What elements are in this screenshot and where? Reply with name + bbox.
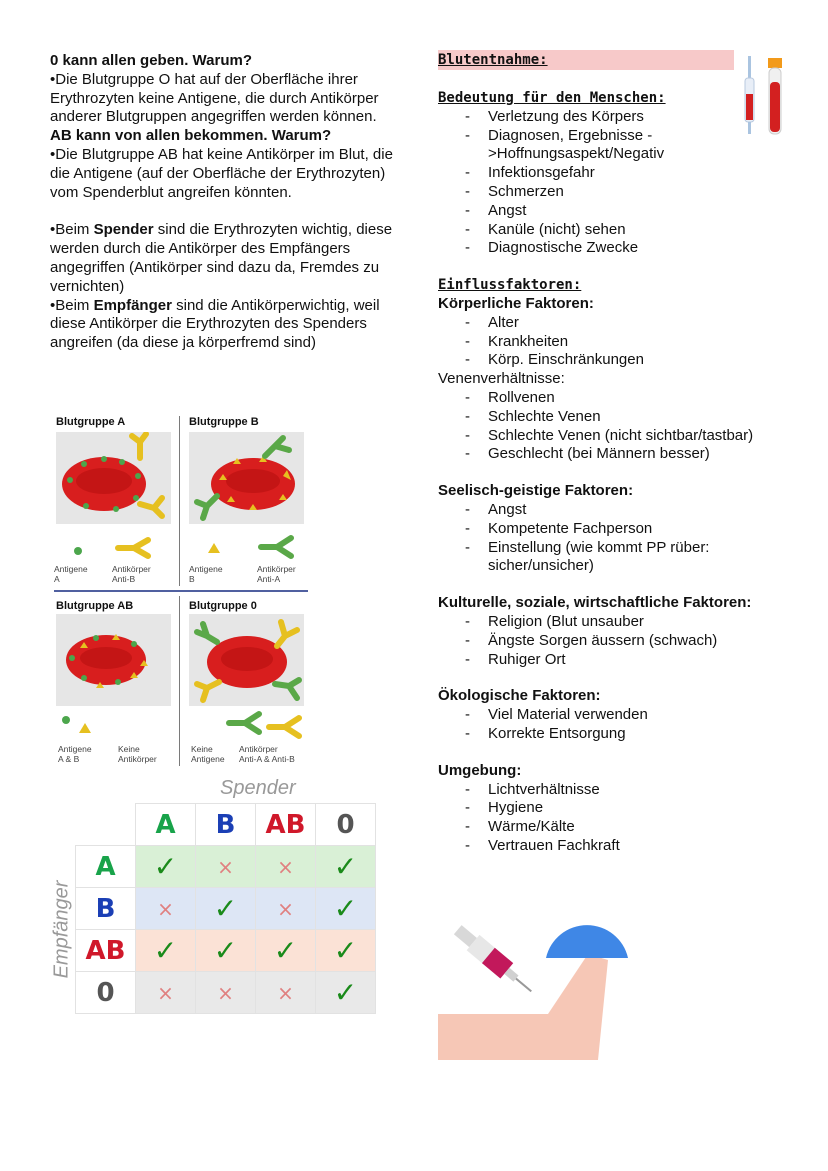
panel-blutgruppe-b — [185, 414, 310, 586]
answer-0-gives: •Die Blutgruppe O hat auf der Oberfläche ihrer Erythrozyten keine Antigene, die durch Antikörper anderer Blutgruppen angegriffen werden können. — [50, 70, 379, 126]
caption-antigene-b: Antigene B — [189, 564, 223, 584]
list-item: - Schmerzen — [438, 183, 778, 202]
antibody-anti-a-icon — [257, 534, 297, 560]
umgebung-list — [438, 781, 778, 856]
list-item: - Hygiene — [438, 799, 778, 818]
caption-antigene-a-b: Antigene A & B — [58, 744, 92, 764]
cell-check-icon: ✓ — [136, 846, 196, 888]
list-item: - Religion (Blut unsauber — [438, 613, 778, 632]
cell-check-icon: ✓ — [256, 930, 316, 972]
cell-cross-icon: × — [256, 846, 316, 888]
list-item: - Angst — [438, 202, 778, 221]
heading-oekologische-faktoren: Ökologische Faktoren: — [438, 687, 601, 705]
oeko-list — [438, 706, 778, 744]
caption-antikoerper-anti-b: Antikörper Anti-B — [112, 564, 151, 584]
row-header-0: 0 — [76, 972, 136, 1014]
cell-cross-icon: × — [256, 972, 316, 1014]
cell-check-icon: ✓ — [136, 930, 196, 972]
panel-blutgruppe-a — [52, 414, 177, 586]
table-row — [76, 972, 376, 1014]
question-0-gives: 0 kann allen geben. Warum? — [50, 52, 252, 69]
caption-keine-antigene: Keine Antigene — [191, 744, 225, 764]
list-item: - Schlechte Venen — [438, 408, 778, 427]
table-row — [76, 846, 376, 888]
blood-group-figure — [52, 414, 310, 770]
antigen-b-small-icon — [78, 722, 92, 734]
list-item: - Kompetente Fachperson — [438, 520, 778, 539]
panel-0-title: Blutgruppe 0 — [189, 600, 257, 612]
antibody-anti-b-icon — [114, 536, 154, 560]
list-item: - Ruhiger Ort — [438, 651, 778, 670]
list-item: - Krankheiten — [438, 333, 778, 352]
row-header-ab: AB — [76, 930, 136, 972]
row-header-a: A — [76, 846, 136, 888]
table-row — [76, 888, 376, 930]
list-item: - Korrekte Entsorgung — [438, 725, 778, 744]
list-item: - Infektionsgefahr — [438, 164, 778, 183]
spender-label: Spender — [220, 777, 296, 799]
bedeutung-list — [438, 108, 778, 258]
cell-cross-icon: × — [196, 846, 256, 888]
blood-cell-ab-icon — [56, 614, 171, 706]
blood-cell-a-icon — [56, 432, 171, 524]
list-item: - Wärme/Kälte — [438, 818, 778, 837]
list-item: - Diagnostische Zwecke — [438, 239, 778, 258]
antigen-b-icon — [207, 542, 221, 554]
cell-cross-icon: × — [256, 888, 316, 930]
caption-antigene-a: Antigene A — [54, 564, 88, 584]
heading-bedeutung: Bedeutung für den Menschen: — [438, 90, 666, 106]
seelisch-list — [438, 501, 778, 576]
antibody-anti-a-small-icon — [225, 710, 265, 736]
list-item: - Kanüle (nicht) sehen — [438, 221, 778, 240]
panel-ab-title: Blutgruppe AB — [56, 600, 134, 612]
right-text-column — [438, 89, 778, 856]
table-row — [76, 930, 376, 972]
cell-check-icon: ✓ — [196, 888, 256, 930]
compatibility-table — [75, 803, 376, 1014]
left-text-column — [50, 52, 395, 353]
koerper-list — [438, 314, 778, 370]
empfaenger-paragraph: •Beim Empfänger sind die Antikörperwichtig, weil diese Antikörper die Erythrozyten des Spenders angreifen (da diese ja körperfremd sind) — [50, 296, 380, 352]
caption-antikoerper-anti-a-anti-b: Antikörper Anti-A & Anti-B — [239, 744, 295, 764]
heading-seelisch-geistige-faktoren: Seelisch-geistige Faktoren: — [438, 482, 634, 500]
col-header-a: A — [136, 804, 196, 846]
empfaenger-label: Empfänger — [50, 880, 73, 979]
col-header-0: 0 — [316, 804, 376, 846]
list-item: - Lichtverhältnisse — [438, 781, 778, 800]
list-item: - Angst — [438, 501, 778, 520]
row-header-b: B — [76, 888, 136, 930]
cell-cross-icon: × — [196, 972, 256, 1014]
list-item: - Vertrauen Fachkraft — [438, 837, 778, 856]
panel-a-title: Blutgruppe A — [56, 416, 126, 428]
antigen-a-small-icon — [62, 716, 70, 724]
caption-keine-antikoerper: Keine Antikörper — [118, 744, 157, 764]
heading-koerperliche-faktoren: Körperliche Faktoren: — [438, 294, 594, 312]
blood-cell-0-icon — [189, 614, 304, 706]
cell-check-icon: ✓ — [196, 930, 256, 972]
panel-b-title: Blutgruppe B — [189, 416, 259, 428]
panel-blutgruppe-ab — [52, 598, 177, 770]
section-title-blutentnahme: Blutentnahme: — [438, 50, 734, 70]
cell-cross-icon: × — [136, 888, 196, 930]
cell-check-icon: ✓ — [316, 930, 376, 972]
list-item: - Geschlecht (bei Männern besser) — [438, 445, 778, 464]
answer-ab-receives: •Die Blutgruppe AB hat keine Antikörper im Blut, die die Antigene (auf der Oberfläche der Erythrozyten) vom Spenderblut angreifen könnten. — [50, 145, 393, 201]
col-header-b: B — [196, 804, 256, 846]
venen-list — [438, 389, 778, 464]
cell-cross-icon: × — [136, 972, 196, 1014]
blood-draw-arm-icon — [438, 914, 628, 1064]
list-item: - Verletzung des Körpers — [438, 108, 778, 127]
blood-cell-b-icon — [189, 432, 304, 524]
heading-umgebung: Umgebung: — [438, 761, 522, 779]
antibody-anti-b-small-icon — [265, 714, 305, 740]
list-item: - Ängste Sorgen äussern (schwach) — [438, 632, 778, 651]
cell-check-icon: ✓ — [316, 972, 376, 1014]
heading-kulturelle-faktoren: Kulturelle, soziale, wirtschaftliche Faktoren: — [438, 594, 752, 612]
panel-blutgruppe-0 — [185, 598, 310, 770]
caption-antikoerper-anti-a: Antikörper Anti-A — [257, 564, 296, 584]
cell-check-icon: ✓ — [316, 888, 376, 930]
list-item: - Rollvenen — [438, 389, 778, 408]
cell-check-icon: ✓ — [316, 846, 376, 888]
kultur-list — [438, 613, 778, 669]
heading-einflussfaktoren: Einflussfaktoren: — [438, 277, 582, 294]
list-item: - Alter — [438, 314, 778, 333]
list-item: - Einstellung (wie kommt PP rüber: sicher/unsicher) — [438, 539, 778, 577]
list-item: - Körp. Einschränkungen — [438, 351, 778, 370]
col-header-ab: AB — [256, 804, 316, 846]
question-ab-receives: AB kann von allen bekommen. Warum? — [50, 127, 332, 145]
list-item: - Diagnosen, Ergebnisse ->Hoffnungsaspekt/Negativ — [438, 127, 778, 165]
heading-venenverhaeltnisse: Venenverhältnisse: — [438, 370, 565, 388]
list-item: - Viel Material verwenden — [438, 706, 778, 725]
list-item: - Schlechte Venen (nicht sichtbar/tastbar) — [438, 427, 778, 446]
spender-paragraph: •Beim Spender sind die Erythrozyten wichtig, diese werden durch die Antikörper des Empfängers angegriffen (Antikörper sind dazu da, Fremdes zu vernichten) — [50, 221, 393, 295]
antigen-a-icon — [74, 547, 82, 555]
